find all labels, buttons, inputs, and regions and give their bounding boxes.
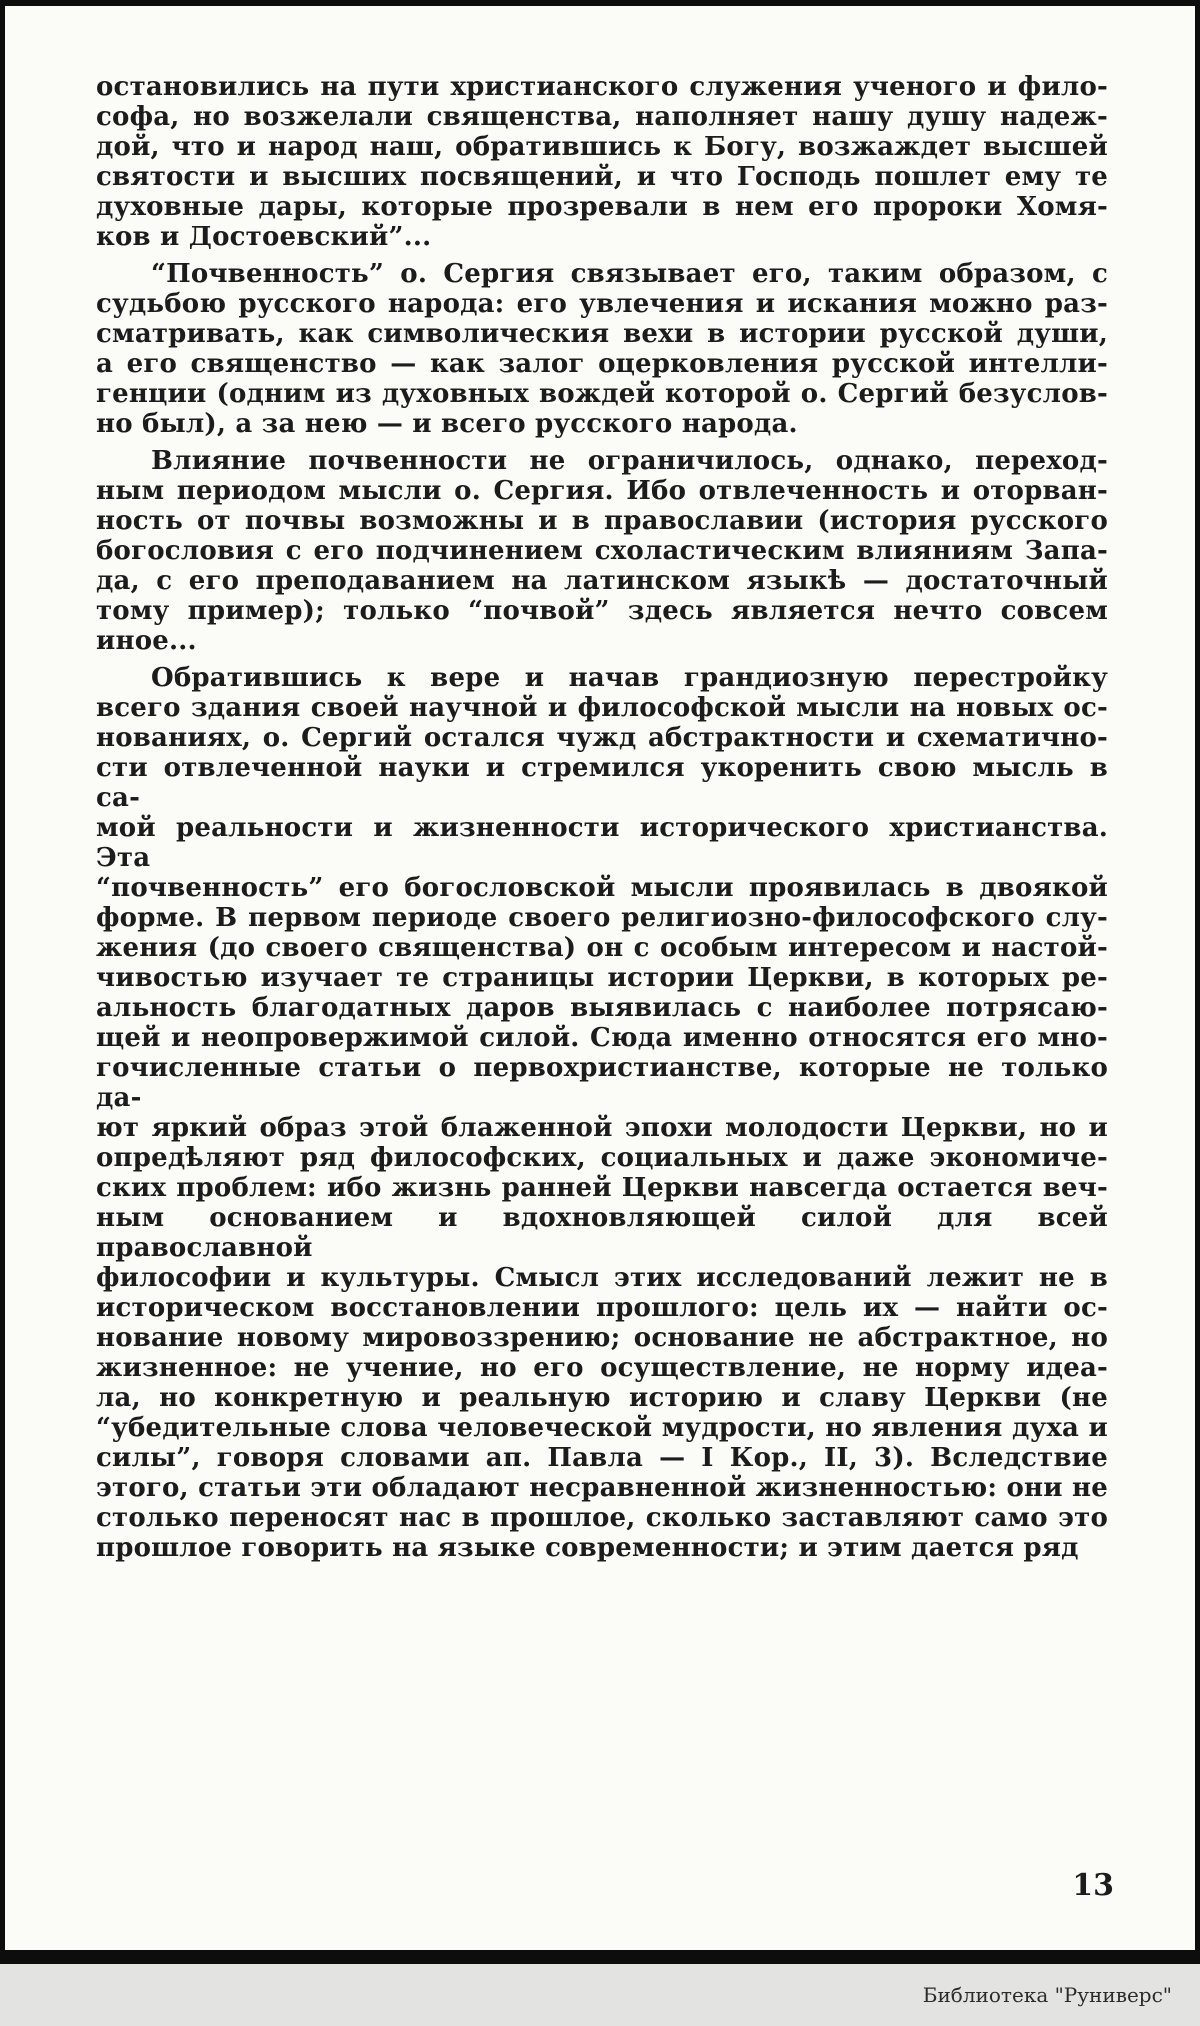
text-line: альность благодатных даров выявилась с наиболее потрясаю- xyxy=(96,993,1108,1023)
footer-black-bar xyxy=(0,1950,1200,1964)
text-line: “Почвенность” о. Сергия связывает его, таким образом, с xyxy=(151,259,1108,289)
text-line: опредѣляют ряд философских, социальных и даже экономиче- xyxy=(96,1143,1108,1173)
text-line: ков и Достоевский”... xyxy=(96,222,432,252)
text-line: “почвенность” его богословской мысли проявилась в двоякой xyxy=(96,873,1108,903)
text-line: Обратившись к вере и начав грандиозную перестройку xyxy=(151,663,1108,693)
text-line: да, с его преподаванием на латинском языкѣ — достаточный xyxy=(96,566,1108,596)
text-line: духовные дары, которые прозревали в нем его пророки Хомя- xyxy=(96,192,1108,222)
text-line: философии и культуры. Смысл этих исследований лежит не в xyxy=(96,1263,1108,1293)
text-line: Влияние почвенности не ограничилось, однако, переход- xyxy=(151,446,1108,476)
page-text xyxy=(96,72,1108,1563)
text-line: жизненное: не учение, но его осуществление, не норму идеа- xyxy=(96,1353,1108,1383)
text-line: нованиях, о. Сергий остался чужд абстрактности и схематично- xyxy=(96,723,1108,753)
text-line: ских проблем: ибо жизнь ранней Церкви навсегда остается веч- xyxy=(96,1173,1108,1203)
text-line: силы”, говоря словами ап. Павла — I Кор., II, 3). Вследствие xyxy=(96,1443,1108,1473)
paragraph xyxy=(96,446,1108,656)
text-line: этого, статьи эти обладают несравненной жизненностью: они не xyxy=(96,1473,1108,1503)
text-line: ным периодом мысли о. Сергия. Ибо отвлеченность и оторван- xyxy=(96,476,1108,506)
text-line: столько переносят нас в прошлое, сколько заставляют само это xyxy=(96,1503,1108,1533)
text-line: историческом восстановлении прошлого: цель их — найти ос- xyxy=(96,1293,1108,1323)
text-line: святости и высших посвящений, и что Господь пошлет ему те xyxy=(96,162,1108,192)
text-line: чивостью изучает те страницы истории Церкви, в которых ре- xyxy=(96,963,1108,993)
text-line: ность от почвы возможны и в православии (история русского xyxy=(96,506,1108,536)
text-line: гочисленные статьи о первохристианстве, которые не только да- xyxy=(96,1053,1108,1113)
text-line: прошлое говорить на языке современности; и этим дается ряд xyxy=(96,1533,1079,1563)
text-line: а его священство — как залог оцерковления русской интелли- xyxy=(96,349,1108,379)
text-line: жения (до своего священства) он с особым интересом и настой- xyxy=(96,933,1108,963)
text-line: сти отвлеченной науки и стремился укоренить свою мысль в са- xyxy=(96,753,1108,813)
text-line: форме. В первом периоде своего религиозно-философского слу- xyxy=(96,903,1108,933)
text-line: богословия с его подчинением схоластическим влияниям Запа- xyxy=(96,536,1108,566)
text-line: генции (одним из духовных вождей которой о. Сергий безуслов- xyxy=(96,379,1108,409)
text-line: сматривать, как символическия вехи в истории русской души, xyxy=(96,319,1108,349)
page-number: 13 xyxy=(1072,1868,1114,1903)
text-line: ным основанием и вдохновляющей силой для всей православной xyxy=(96,1203,1108,1263)
text-line: но был), а за нею — и всего русского народа. xyxy=(96,409,798,439)
text-line: софа, но возжелали священства, наполняет нашу душу надеж- xyxy=(96,102,1108,132)
text-line: остановились на пути христианского служения ученого и фило- xyxy=(96,72,1108,102)
text-line: “убедительные слова человеческой мудрости, но явления духа и xyxy=(96,1413,1108,1443)
paragraph xyxy=(96,663,1108,1563)
text-line: мой реальности и жизненности исторического христианства. Эта xyxy=(96,813,1108,873)
text-line: ла, но конкретную и реальную историю и славу Церкви (не xyxy=(96,1383,1108,1413)
text-line: иное... xyxy=(96,626,197,656)
text-line: тому пример); только “почвой” здесь является нечто совсем xyxy=(96,596,1108,626)
footer-strip xyxy=(0,1964,1200,2026)
paragraph xyxy=(96,72,1108,252)
text-line: дой, что и народ наш, обратившись к Богу, возжаждет высшей xyxy=(96,132,1108,162)
library-watermark: Библиотека "Руниверс" xyxy=(922,1983,1172,2007)
text-line: ют яркий образ этой блаженной эпохи молодости Церкви, но и xyxy=(96,1113,1108,1143)
text-line: нование новому мировоззрению; основание не абстрактное, но xyxy=(96,1323,1108,1353)
paragraph xyxy=(96,259,1108,439)
text-line: всего здания своей научной и философской мысли на новых ос- xyxy=(96,693,1108,723)
text-line: щей и неопровержимой силой. Сюда именно относятся его мно- xyxy=(96,1023,1108,1053)
text-line: судьбою русского народа: его увлечения и искания можно раз- xyxy=(96,289,1108,319)
